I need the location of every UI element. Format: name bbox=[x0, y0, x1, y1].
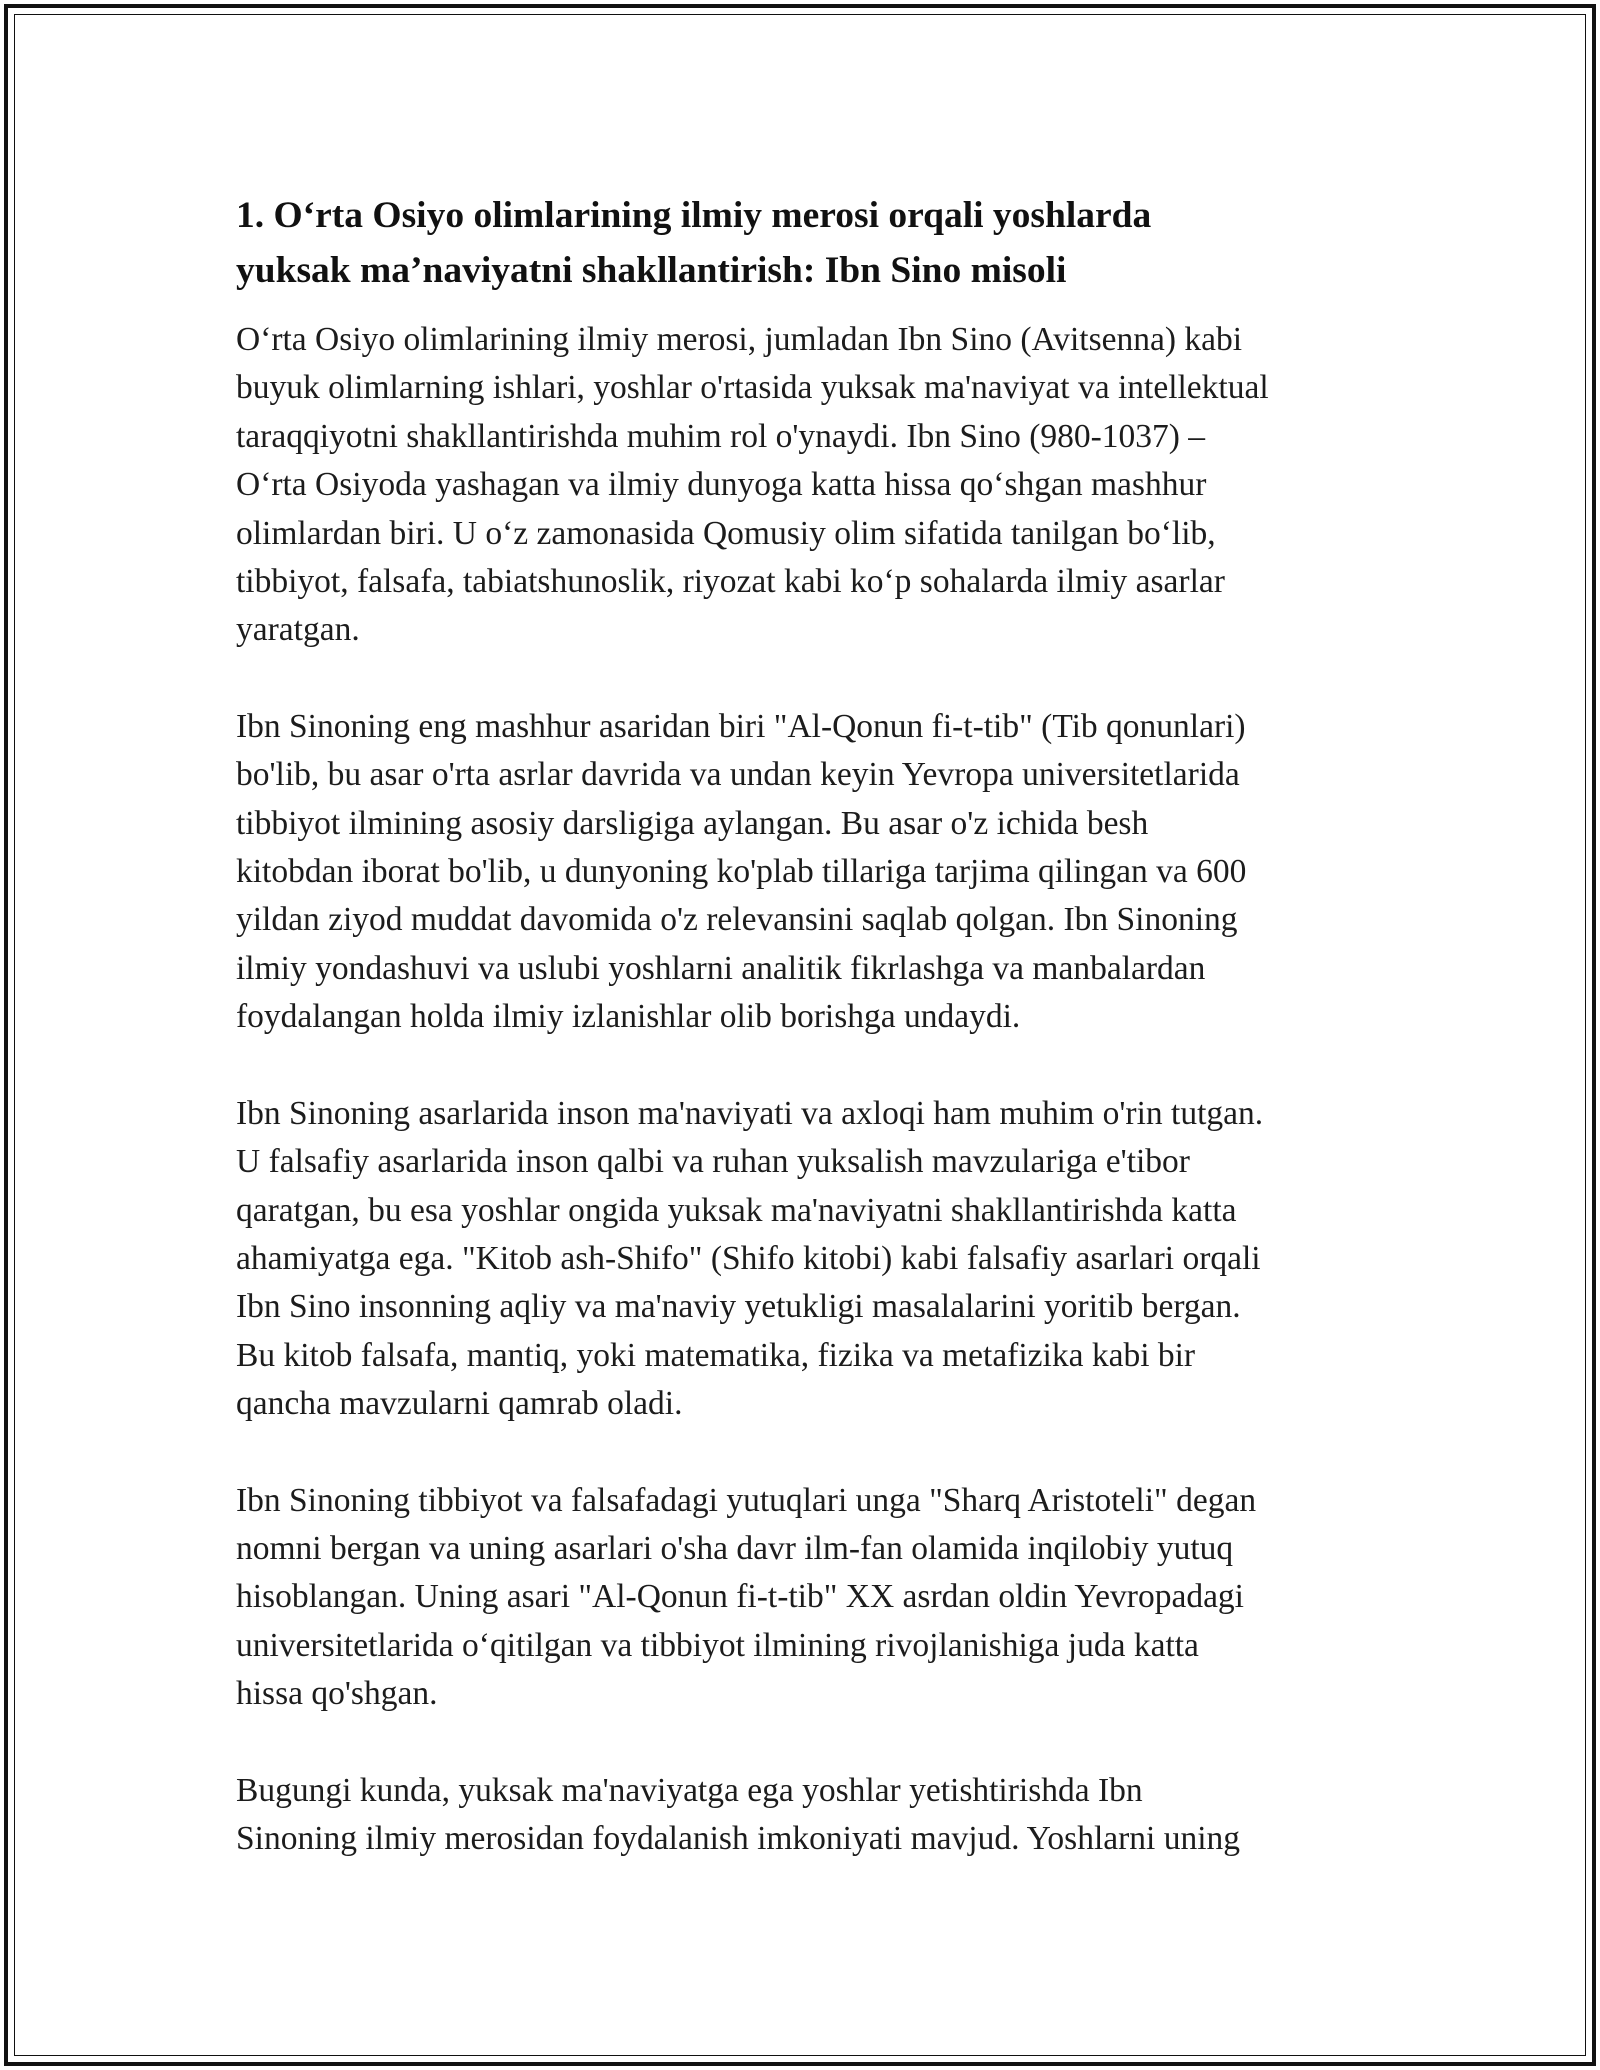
document-body bbox=[236, 188, 1396, 1863]
text-line: Ibn Sinoning eng mashhur asaridan biri "Al-Qonun fi-t-tib" (Tib qonunlari) bbox=[236, 707, 1246, 745]
paragraph-3 bbox=[236, 1090, 1396, 1429]
text-line: Ibn Sinoning asarlarida inson ma'naviyati va axloqi ham muhim o'rin tutgan. bbox=[236, 1094, 1264, 1132]
text-line: hissa qo'shgan. bbox=[236, 1675, 438, 1713]
paragraph-5 bbox=[236, 1767, 1396, 1864]
text-line: olimlardan biri. U o‘z zamonasida Qomusiy olim sifatida tanilgan bo‘lib, bbox=[236, 514, 1216, 552]
text-line: ahamiyatga ega. "Kitob ash-Shifo" (Shifo kitobi) kabi falsafiy asarlari orqali bbox=[236, 1239, 1261, 1277]
text-line: Bu kitob falsafa, mantiq, yoki matematika, fizika va metafizika kabi bir bbox=[236, 1336, 1196, 1374]
heading-line: yuksak ma’naviyatni shakllantirish: Ibn Sino misoli bbox=[236, 250, 1067, 291]
paragraph-1 bbox=[236, 316, 1396, 655]
paragraph-2 bbox=[236, 703, 1396, 1042]
text-line: ilmiy yondashuvi va uslubi yoshlarni analitik fikrlashga va manbalardan bbox=[236, 949, 1206, 987]
text-line: O‘rta Osiyo olimlarining ilmiy merosi, jumladan Ibn Sino (Avitsenna) kabi bbox=[236, 321, 1243, 358]
text-line: Sinoning ilmiy merosidan foydalanish imkoniyati mavjud. Yoshlarni uning bbox=[236, 1819, 1241, 1857]
text-line: buyuk olimlarning ishlari, yoshlar o'rtasida yuksak ma'naviyat va intellektual bbox=[236, 369, 1269, 407]
text-line: universitetlarida o‘qitilgan va tibbiyot ilmining rivojlanishiga juda katta bbox=[236, 1626, 1199, 1664]
paragraph-4 bbox=[236, 1477, 1396, 1719]
text-line: tibbiyot ilmining asosiy darsligiga aylangan. Bu asar o'z ichida besh bbox=[236, 804, 1149, 842]
text-line: kitobdan iborat bo'lib, u dunyoning ko'plab tillariga tarjima qilingan va 600 bbox=[236, 853, 1247, 891]
text-line: yildan ziyod muddat davomida o'z relevansini saqlab qolgan. Ibn Sinoning bbox=[236, 901, 1238, 939]
text-line: bo'lib, bu asar o'rta asrlar davrida va undan keyin Yevropa universitetlarida bbox=[236, 756, 1240, 794]
text-line: O‘rta Osiyoda yashagan va ilmiy dunyoga katta hissa qo‘shgan mashhur bbox=[236, 466, 1207, 504]
text-line: U falsafiy asarlarida inson qalbi va ruhan yuksalish mavzulariga e'tibor bbox=[236, 1143, 1190, 1181]
text-line: foydalangan holda ilmiy izlanishlar olib borishga undaydi. bbox=[236, 998, 1021, 1036]
text-line: hisoblangan. Uning asari "Al-Qonun fi-t-tib" XX asrdan oldin Yevropadagi bbox=[236, 1578, 1244, 1616]
text-line: taraqqiyotni shakllantirishda muhim rol o'ynaydi. Ibn Sino (980-1037) – bbox=[236, 417, 1206, 455]
text-line: nomni bergan va uning asarlari o'sha davr ilm-fan olamida inqilobiy yutuq bbox=[236, 1529, 1234, 1567]
text-line: tibbiyot, falsafa, tabiatshunoslik, riyozat kabi ko‘p sohalarda ilmiy asarlar bbox=[236, 563, 1225, 601]
text-line: qaratgan, bu esa yoshlar ongida yuksak ma'naviyatni shakllantirishda katta bbox=[236, 1191, 1237, 1229]
text-line: Bugungi kunda, yuksak ma'naviyatga ega yoshlar yetishtirishda Ibn bbox=[236, 1771, 1143, 1809]
heading-line: 1. O‘rta Osiyo olimlarining ilmiy merosi orqali yoshlarda bbox=[236, 195, 1152, 236]
text-line: Ibn Sinoning tibbiyot va falsafadagi yutuqlari unga "Sharq Aristoteli" degan bbox=[236, 1481, 1257, 1519]
text-line: yaratgan. bbox=[236, 611, 360, 649]
section-heading bbox=[236, 188, 1396, 298]
text-line: Ibn Sino insonning aqliy va ma'naviy yetukligi masalalarini yoritib bergan. bbox=[236, 1288, 1241, 1326]
text-line: qancha mavzularni qamrab oladi. bbox=[236, 1385, 683, 1423]
